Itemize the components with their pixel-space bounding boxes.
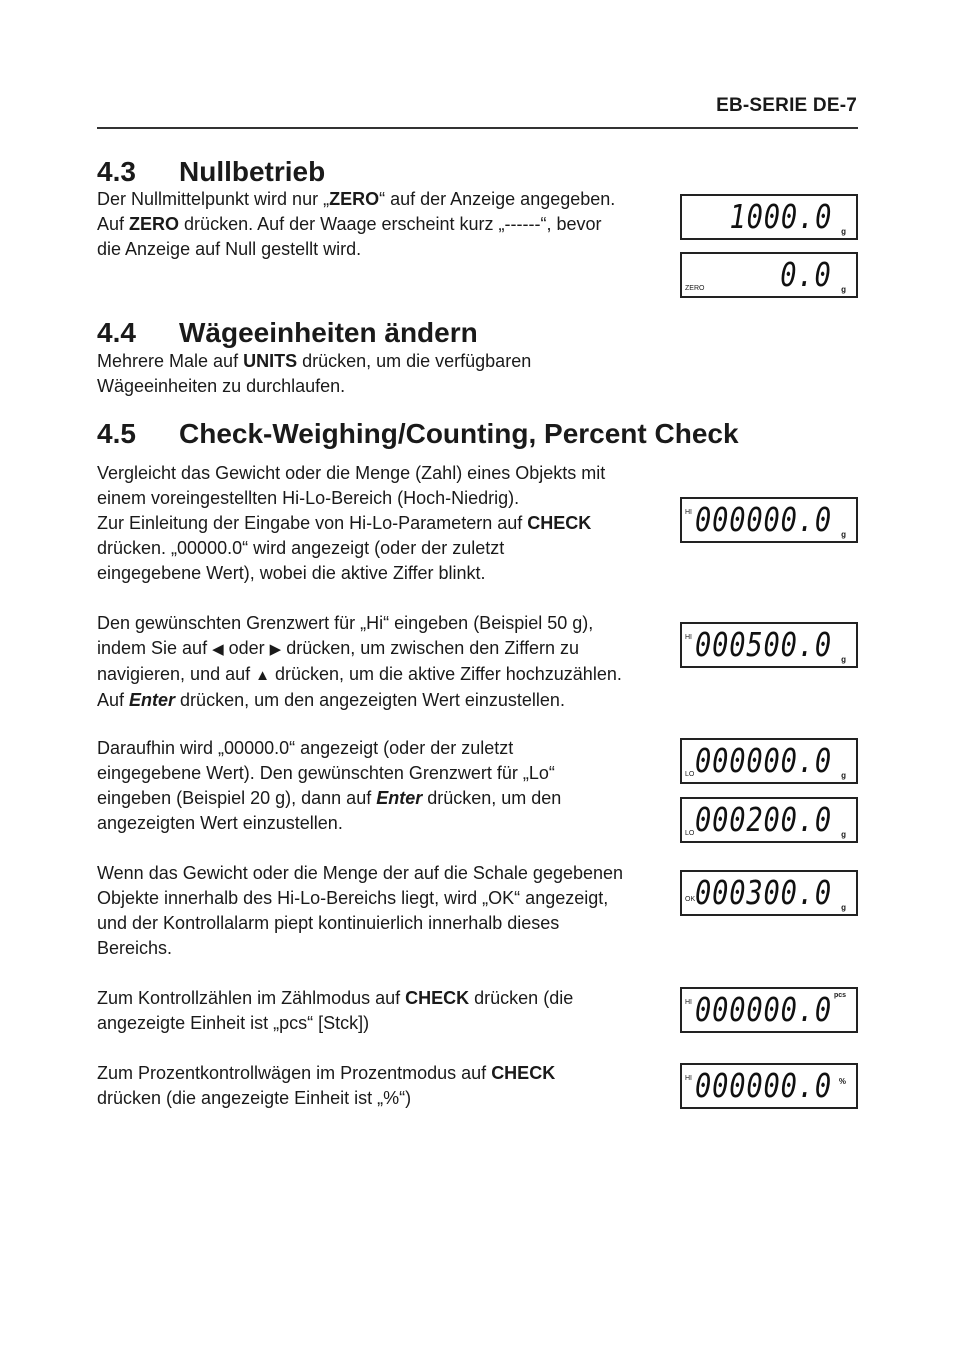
section-4-4-heading (97, 317, 478, 349)
text-run: Mehrere Male auf (97, 351, 244, 371)
text-run: Zur Einleitung der Eingabe von Hi-Lo-Parametern auf (97, 513, 528, 533)
section-4-3-text (97, 187, 615, 262)
text-run: drücken (die (469, 988, 574, 1008)
section-title: Wägeeinheiten ändern (179, 317, 478, 348)
header-rule (97, 127, 858, 129)
display-value: 000000.0 (695, 990, 832, 1029)
text-run: Auf (97, 690, 130, 710)
text-run: Der Nullmittelpunkt wird nur „ (97, 189, 330, 209)
text-run: Den gewünschten Grenzwert für „Hi“ eingeben (Beispiel 50 g), (97, 613, 594, 633)
text-run: oder (223, 638, 270, 658)
up-arrow-icon: ▲ (255, 667, 270, 684)
text-run: eingeben (Beispiel 20 g), dann auf (97, 788, 377, 808)
display-unit: g (841, 903, 846, 912)
text-run: Bereichs. (97, 938, 173, 958)
key-name: ZERO (129, 214, 180, 234)
display-indicator: OK (685, 896, 696, 903)
text-run: angezeigten Wert einzustellen. (97, 813, 343, 833)
lcd-display (680, 738, 858, 784)
text-run: Objekte innerhalb des Hi-Lo-Bereichs liegt, wird „OK“ angezeigt, (97, 888, 609, 908)
display-value: 000000.0 (695, 741, 832, 780)
display-unit: g (841, 655, 846, 664)
text-run: drücken, um zwischen den Ziffern zu (281, 638, 580, 658)
section-4-5-para-5 (97, 986, 573, 1036)
section-number: 4.5 (97, 418, 136, 449)
running-header: EB-SERIE DE-7 (716, 95, 857, 116)
left-arrow-icon: ◀ (212, 641, 224, 658)
lcd-display (680, 497, 858, 543)
key-name: Enter (129, 690, 176, 710)
display-unit: g (841, 830, 846, 839)
text-run: Daraufhin wird „00000.0“ angezeigt (oder der zuletzt (97, 738, 514, 758)
text-run: angezeigte Einheit ist „pcs“ [Stck]) (97, 1013, 370, 1033)
text-run: drücken. Auf der Waage erscheint kurz „------“, bevor (179, 214, 602, 234)
text-run: Auf (97, 214, 130, 234)
section-number: 4.4 (97, 317, 136, 348)
display-unit: g (841, 771, 846, 780)
text-run: Zum Prozentkontrollwägen im Prozentmodus auf (97, 1063, 492, 1083)
section-4-5-para-4 (97, 861, 623, 961)
lcd-display (680, 987, 858, 1033)
key-name: CHECK (405, 988, 470, 1008)
section-4-5-para-1 (97, 461, 605, 586)
key-name: CHECK (527, 513, 592, 533)
display-value: 000000.0 (695, 500, 832, 539)
section-title: Nullbetrieb (179, 156, 326, 187)
text-run: indem Sie auf (97, 638, 213, 658)
display-unit: g (841, 285, 846, 294)
display-indicator: HI (685, 1075, 692, 1082)
right-arrow-icon: ▶ (269, 641, 282, 658)
text-run: drücken. „00000.0“ wird angezeigt (oder der zuletzt (97, 538, 505, 558)
display-indicator: ZERO (685, 285, 705, 292)
text-run: die Anzeige auf Null gestellt wird. (97, 239, 362, 259)
lcd-display (680, 194, 858, 240)
display-indicator: LO (685, 771, 695, 778)
text-run: Vergleicht das Gewicht oder die Menge (Zahl) eines Objekts mit (97, 463, 606, 483)
text-run: drücken (die angezeigte Einheit ist „%“) (97, 1088, 412, 1108)
text-run: “ auf der Anzeige angegeben. (379, 189, 616, 209)
text-run: einem voreingestellten Hi-Lo-Bereich (Hoch-Niedrig). (97, 488, 520, 508)
display-unit: pcs (833, 992, 846, 999)
display-value: 0.0 (780, 255, 832, 294)
lcd-display (680, 797, 858, 843)
text-run: eingegebene Wert). Den gewünschten Grenzwert für „Lo“ (97, 763, 555, 783)
section-4-3-heading (97, 156, 325, 188)
text-run: eingegebene Wert), wobei die aktive Ziffer blinkt. (97, 563, 486, 583)
lcd-display (680, 1063, 858, 1109)
text-run: drücken, um die aktive Ziffer hochzuzählen. (269, 664, 622, 684)
lcd-display (680, 622, 858, 668)
section-number: 4.3 (97, 156, 136, 187)
section-4-4-text (97, 349, 531, 399)
lcd-display (680, 870, 858, 916)
section-title: Check-Weighing/Counting, Percent Check (179, 418, 739, 449)
display-value: 000000.0 (695, 1066, 832, 1105)
section-4-5-para-2 (97, 611, 622, 713)
text-run: Wägeeinheiten zu durchlaufen. (97, 376, 346, 396)
text-run: Wenn das Gewicht oder die Menge der auf die Schale gegebenen (97, 863, 624, 883)
section-4-5-heading (97, 418, 739, 450)
display-indicator: LO (685, 830, 695, 837)
display-unit: g (841, 227, 846, 236)
section-4-5-para-3 (97, 736, 561, 836)
key-name: ZERO (329, 189, 380, 209)
text-run: drücken, um die verfügbaren (297, 351, 532, 371)
text-run: Zum Kontrollzählen im Zählmodus auf (97, 988, 406, 1008)
key-name: CHECK (491, 1063, 556, 1083)
display-value: 000500.0 (695, 625, 832, 664)
key-name: UNITS (243, 351, 298, 371)
section-4-5-para-6 (97, 1061, 555, 1111)
display-indicator: HI (685, 999, 692, 1006)
text-run: navigieren, und auf (97, 664, 256, 684)
display-indicator: HI (685, 634, 692, 641)
display-value: 000200.0 (695, 800, 832, 839)
text-run: drücken, um den angezeigten Wert einzustellen. (175, 690, 565, 710)
text-run: und der Kontrollalarm piept kontinuierlich innerhalb dieses (97, 913, 560, 933)
display-value: 1000.0 (729, 197, 832, 236)
display-unit: % (838, 1077, 846, 1086)
display-unit: g (841, 530, 846, 539)
text-run: drücken, um den (422, 788, 562, 808)
key-name: Enter (376, 788, 423, 808)
display-value: 000300.0 (695, 873, 832, 912)
lcd-display (680, 252, 858, 298)
display-indicator: HI (685, 509, 692, 516)
